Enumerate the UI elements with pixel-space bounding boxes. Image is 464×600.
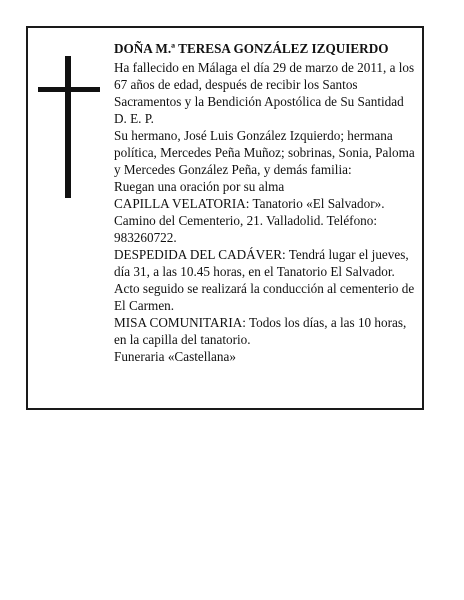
- funeral-home: Funeraria «Castellana»: [114, 349, 236, 364]
- deceased-name: DOÑA M.ª TERESA GONZÁLEZ IZQUIERDO: [114, 41, 389, 56]
- family-list: Su hermano, José Luis González Izquierdo; hermana política, Mercedes Peña Muñoz; sobrinas, Sonia, Paloma y Mercedes González Peña, y demás familia:: [114, 128, 415, 177]
- death-announcement: Ha fallecido en Málaga el día 29 de marzo de 2011, a los 67 años de edad, después de recibir los Santos Sacramentos y la Bendición Apostólica de Su Santidad: [114, 60, 415, 109]
- community-mass-info: MISA COMUNITARIA: Todos los días, a las 10 horas, en la capilla del tanatorio.: [114, 315, 407, 347]
- cross-horizontal-bar: [38, 87, 100, 92]
- notice-text: [114, 40, 420, 365]
- prayer-request: Ruegan una oración por su alma: [114, 179, 285, 194]
- rest-in-peace: D. E. P.: [114, 111, 154, 126]
- wake-chapel-info: CAPILLA VELATORIA: Tanatorio «El Salvador». Camino del Cementerio, 21. Valladolid. Teléfono: 983260722.: [114, 196, 385, 245]
- obituary-notice: [26, 26, 424, 410]
- cross-vertical-bar: [65, 56, 71, 198]
- funeral-farewell-info: DESPEDIDA DEL CADÁVER: Tendrá lugar el jueves, día 31, a las 10.45 horas, en el Tanatorio El Salvador. Acto seguido se realizará la conducción al cementerio de El Carmen.: [114, 247, 415, 313]
- cross-icon: [38, 56, 100, 198]
